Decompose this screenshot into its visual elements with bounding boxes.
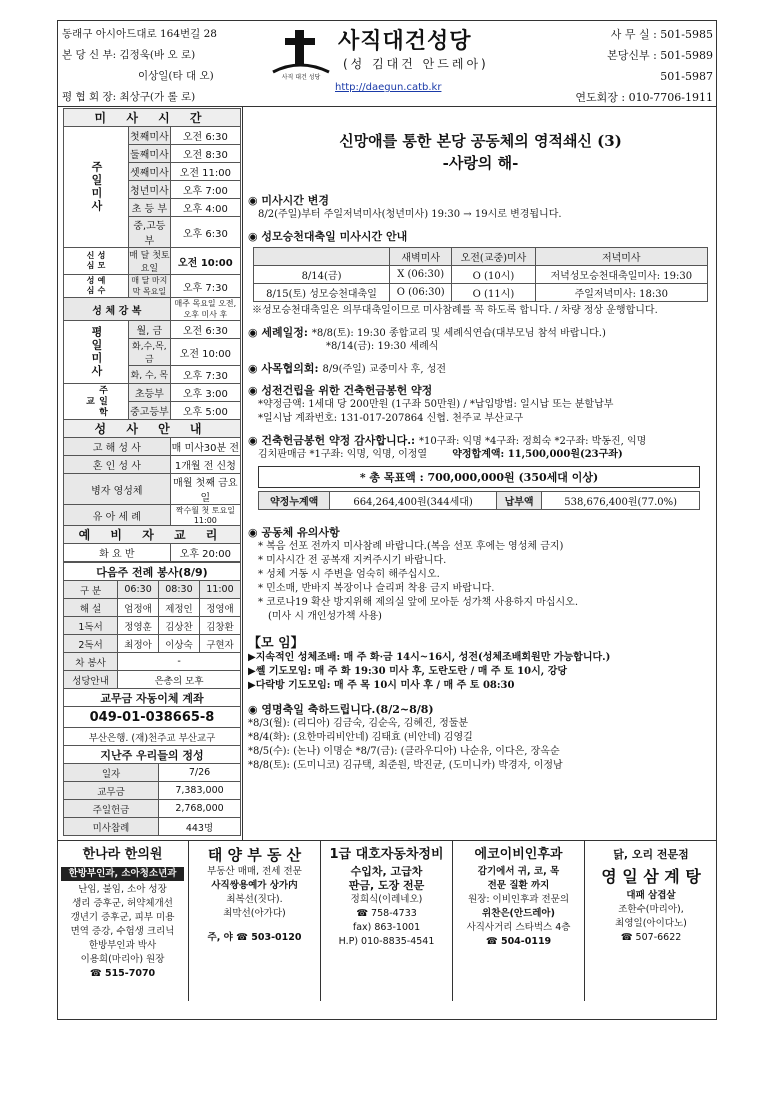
ad-line: ☎ 758-4733 <box>356 908 417 919</box>
ad-line: 사직쌍용예가 상가内 <box>211 880 298 891</box>
bank-name: 부산은행. (재)천주교 부산교구 <box>64 728 241 746</box>
ad-title: 에코이비인후과 <box>474 847 563 862</box>
assumption-head: 저녁미사 <box>535 248 707 266</box>
goal-box: * 총 목표액 : 700,000,000원 (350세대 이상) <box>258 466 700 488</box>
offering-value: 443명 <box>159 818 241 836</box>
notice-line: * 성체 거동 시 주변을 엄숙히 해주십시오. <box>258 569 440 580</box>
notice-line: * 코로나19 확산 방지위해 제의실 앞에 모아둔 성가책 사용하지 마십시오. <box>258 597 578 608</box>
duty-cell: 정영훈 <box>118 617 159 635</box>
first-sat-time: 오전 10:00 <box>170 248 240 275</box>
offering-label: 주일헌금 <box>64 800 159 818</box>
mass-title: 미 사 시 간 <box>64 109 241 127</box>
pledge-table <box>258 491 700 510</box>
sat-mass-time: 오후 6:30 <box>170 217 240 248</box>
assumption-head <box>254 248 390 266</box>
offering-label: 일자 <box>64 764 159 782</box>
church-logo <box>265 28 335 86</box>
assumption-table <box>253 247 708 302</box>
main-title <box>248 130 713 174</box>
duty-cell: 제정인 <box>159 599 200 617</box>
thanks-total: 약정합계액: 11,500,000원(23구좌) <box>452 449 623 460</box>
church-subtitle: (성 김대건 안드레아) <box>343 57 489 71</box>
phone3: 501-5987 <box>660 70 713 83</box>
weekday-time: 오전 6:30 <box>170 321 240 339</box>
last-thu-time: 오후 7:30 <box>170 275 240 298</box>
notice-line: * 복음 선포 전까지 미사참례 바랍니다.(복음 선포 후에는 영성체 금지) <box>258 541 564 552</box>
thanks-block <box>248 432 713 448</box>
assumption-note: ※성모승천대축일은 의무대축일이므로 미사참례를 꼭 하도록 합니다. / 차량 정상 운행합니다. <box>252 305 658 316</box>
baptism-title: ◉ 세례일정: <box>248 326 308 339</box>
column-divider <box>242 106 243 840</box>
meeting-line: ▶쎌 기도모임: 매 주 화 19:30 미사 후, 도란도란 / 매 주 토 10시, 강당 <box>248 666 568 677</box>
church-title: 사직대건성당 <box>338 29 472 54</box>
weekday-label-cell: 월, 금 <box>129 321 171 339</box>
duty-row-label: 1독서 <box>64 617 118 635</box>
ad-line: 최복선(짓다). <box>226 894 283 905</box>
duty-cell: 구현자 <box>199 635 240 653</box>
sacrament-label: 고 해 성 사 <box>64 438 171 456</box>
assumption-cell: 저녁성모승천대축일미사: 19:30 <box>535 266 707 284</box>
ad-title: 태 양 부 동 산 <box>207 846 302 864</box>
ad-youngil <box>585 841 717 1001</box>
sacrament-title: 성 사 안 내 <box>64 420 241 438</box>
sacrament-label: 병자 영성체 <box>64 474 171 505</box>
sacrament-value: 매 미사30분 전 <box>170 438 240 456</box>
building-line: *일시납 계좌번호: 131-017-207864 신협. 천주교 부산교구 <box>258 413 524 424</box>
thanks-line: *10구좌: 익명 *4구좌: 정희숙 *2구좌: 박동진, 익명 <box>418 436 647 447</box>
notice-line: * 민소매, 반바지 복장이나 슬리퍼 착용 금지 바랍니다. <box>258 583 495 594</box>
ad-line: 판금, 도장 전문 <box>348 879 425 892</box>
sunday-mass-time: 오전 8:30 <box>170 145 240 163</box>
council-block <box>248 360 713 376</box>
duty-head: 11:00 <box>199 581 240 599</box>
sunday-mass-label: 첫째미사 <box>129 127 171 145</box>
duty-row-label: 해 설 <box>64 599 118 617</box>
baptism-line: *8/8(토): 19:30 종합교리 및 세례식연습(대부모님 참석 바랍니다.) <box>311 328 606 339</box>
baptism-line: *8/14(금): 19:30 세례식 <box>326 341 439 352</box>
ad-phone: ☎ 507-6622 <box>620 932 682 943</box>
youth-phone: 연도회장 : 010-7706-1911 <box>575 91 713 104</box>
office-phone: 사 무 실 : 501-5985 <box>610 28 713 41</box>
duty-cell: 정영애 <box>199 599 240 617</box>
account-number: 049-01-038665-8 <box>64 707 241 728</box>
thanks-title: ◉ 건축헌금봉헌 약정 감사합니다.: <box>248 434 416 447</box>
school-time: 오후 3:00 <box>170 384 240 402</box>
school-label-cell: 중고등부 <box>129 402 171 420</box>
offering-title: 지난주 우리들의 정성 <box>64 746 241 764</box>
weekday-label-cell: 화,수,목,금 <box>129 339 171 366</box>
baptism-block <box>248 324 713 340</box>
school-label: 주일학교 <box>64 384 129 420</box>
notice-line: (미사 시 개인성가책 사용) <box>268 611 382 622</box>
catechism-time: 오후 20:00 <box>170 544 240 562</box>
pledge-value: 664,264,400원(344세대) <box>330 492 497 510</box>
duty-head: 06:30 <box>118 581 159 599</box>
assumption-cell: O (06:30) <box>390 284 452 302</box>
weekday-label: 평일미사 <box>64 321 129 384</box>
ad-line: 면역 증강, 수험생 크리닉 <box>70 926 175 937</box>
assumption-cell: X (06:30) <box>390 266 452 284</box>
priest-phone: 본당신부 : 501-5989 <box>607 49 713 62</box>
meeting-line: ▶지속적인 성체조배: 매 주 화·금 14시~16시, 성전(성체조배회원만 가능합니다.) <box>248 652 611 663</box>
duty-cell: 김창환 <box>199 617 240 635</box>
header-right <box>528 24 713 108</box>
notice-line: * 미사시간 전 공복재 지켜주시기 바랍니다. <box>258 555 447 566</box>
offering-value: 2,768,000 <box>159 800 241 818</box>
duty-cell: 김상찬 <box>159 617 200 635</box>
offering-value: 7,383,000 <box>159 782 241 800</box>
ad-line: 갱년기 증후군, 피부 미용 <box>70 912 175 923</box>
sunday-label: 주일미사 <box>64 127 129 248</box>
ad-line: H.P) 010-8835-4541 <box>338 936 435 947</box>
mass-change-title: ◉ 미사시간 변경 <box>248 194 330 207</box>
ad-line: fax) 863-1001 <box>352 922 421 933</box>
right-column <box>248 108 713 773</box>
ad-title: 1급 대호자동차정비 <box>329 847 444 862</box>
offering-label: 미사참례 <box>64 818 159 836</box>
council: 평 협 회 장: 최상구(가 롤 로) <box>62 91 196 103</box>
ad-line: 생리 증후군, 허약체개선 <box>72 898 173 909</box>
header-left <box>62 24 217 108</box>
ad-eco <box>453 841 585 1001</box>
sunday-mass-label: 청년미사 <box>129 181 171 199</box>
ad-line: 이용희(마리아) 원장 <box>80 954 165 965</box>
church-url[interactable]: http://daegun.catb.kr <box>335 82 442 93</box>
council-title: ◉ 사목협의회: <box>248 362 319 375</box>
notice-title: ◉ 공동체 유의사항 <box>248 526 340 539</box>
sunday-mass-time: 오전 6:30 <box>170 127 240 145</box>
sunday-mass-label: 둘째미사 <box>129 145 171 163</box>
duty-head: 구 분 <box>64 581 118 599</box>
logo-text: 사직 대건 성당 <box>281 74 321 81</box>
duty-title: 다음주 전례 봉사(8/9) <box>64 563 241 581</box>
paid-value: 538,676,400원(77.0%) <box>542 492 700 510</box>
feast-title: ◉ 영명축일 축하드립니다.(8/2~8/8) <box>248 703 434 716</box>
school-time: 오후 5:00 <box>170 402 240 420</box>
ad-line: 최막선(아가다) <box>223 908 286 919</box>
ad-line: 난임, 불임, 소아 성장 <box>78 884 167 895</box>
header-divider <box>57 106 717 107</box>
main-title-text: 신망애를 통한 본당 공동체의 영적쇄신 (3) <box>339 132 622 150</box>
last-thu-desc: 매 달 마지막 목요일 <box>129 275 171 298</box>
school-label-cell: 초등부 <box>129 384 171 402</box>
last-thu-label: 예수성심 <box>64 275 129 298</box>
sacrament-value: 1개월 전 신청 <box>170 456 240 474</box>
ad-hanara <box>57 841 189 1001</box>
ad-line: 한방부인과, 소아청소년과 <box>61 867 184 881</box>
assumption-head: 오전(교중)미사 <box>452 248 535 266</box>
ad-phone: ☎ 515-7070 <box>89 968 156 979</box>
ad-phone: ☎ 504-0119 <box>485 936 552 947</box>
sat-mass-label: 초 등 부 <box>129 199 171 217</box>
duty-cell: 이상숙 <box>159 635 200 653</box>
first-sat-label: 성모신심 <box>64 248 129 275</box>
guide-value: 은총의 모후 <box>118 671 241 689</box>
building-line: *약정금액: 1세대 당 200만원 (1구좌 50만원) / *납입방법: 일시납 또는 분할납부 <box>258 399 614 410</box>
council-text: 8/9(주일) 교중미사 후, 성전 <box>322 364 447 375</box>
duty-cell: 엄정애 <box>118 599 159 617</box>
sat-mass-time: 오후 4:00 <box>170 199 240 217</box>
sacrament-label: 유 아 세 례 <box>64 505 171 526</box>
car-label: 차 봉사 <box>64 653 118 671</box>
assistant: 이상일(타 대 오) <box>138 70 214 82</box>
ad-phone: 주, 야 ☎ 503-0120 <box>207 932 302 943</box>
mass-table <box>63 108 241 562</box>
meeting-title: 【모 임】 <box>248 636 304 651</box>
ad-taeyang <box>189 841 321 1001</box>
meeting-line: ▶다락방 기도모임: 매 주 목 10시 미사 후 / 매 주 토 08:30 <box>248 680 515 691</box>
ad-line: 원장: 이비인후과 전문의 <box>467 894 569 905</box>
transfer-title: 교무금 자동이체 계좌 <box>64 689 241 707</box>
offering-value: 7/26 <box>159 764 241 782</box>
assumption-cell: 주일저녁미사: 18:30 <box>535 284 707 302</box>
ad-line: 위찬은(안드레아) <box>482 908 555 919</box>
ad-line: 한방부인과 박사 <box>88 940 157 951</box>
feast-line: *8/3(월): (리디아) 김금숙, 김순옥, 김혜진, 정둘분 <box>248 718 469 729</box>
ad-title: 닭, 오리 전문점 <box>613 848 689 861</box>
feast-line: *8/8(토): (도미니코) 김규택, 최준원, 박진균, (도미니카) 박경자, 이정남 <box>248 760 563 771</box>
sacrament-label: 혼 인 성 사 <box>64 456 171 474</box>
thanks-line2 <box>248 448 713 462</box>
feast-line: *8/5(수): (논나) 이명순 *8/7(금): (클라우디아) 나순유, 이다은, 장옥순 <box>248 746 560 757</box>
assumption-title: ◉ 성모승천대축일 미사시간 안내 <box>248 230 408 243</box>
main-subtitle: -사랑의 해- <box>442 154 519 172</box>
paid-label: 납부액 <box>496 492 541 510</box>
ad-line: 사직사거리 스타벅스 4층 <box>466 922 571 933</box>
thanks-line: 김치판매금 *1구좌: 익명, 익명, 이정열 <box>258 449 428 460</box>
assumption-cell: O (11시) <box>452 284 535 302</box>
weekday-time: 오후 7:30 <box>170 366 240 384</box>
catechism-label: 화 요 반 <box>64 544 171 562</box>
offering-label: 교무금 <box>64 782 159 800</box>
assumption-head: 새벽미사 <box>390 248 452 266</box>
pastor: 본 당 신 부: 김정욱(바 오 로) <box>62 49 196 61</box>
ad-daeho <box>321 841 453 1001</box>
weekday-label-cell: 화, 수, 목 <box>129 366 171 384</box>
ad-line: 정희식(이레네오) <box>350 894 423 905</box>
sunday-mass-time: 오후 7:00 <box>170 181 240 199</box>
duty-cell: 최정아 <box>118 635 159 653</box>
ad-line: 대패 삼겹살 <box>626 890 676 901</box>
ad-line: 전문 질환 까지 <box>487 880 550 891</box>
ad-line: 최영일(아이다노) <box>615 918 687 929</box>
left-column <box>63 108 241 836</box>
ads-bar <box>57 840 717 1021</box>
duty-table <box>63 562 241 836</box>
address: 동래구 아시아드대로 164번길 28 <box>62 28 217 40</box>
sunday-mass-label: 셋째미사 <box>129 163 171 181</box>
sunday-mass-time: 오전 11:00 <box>170 163 240 181</box>
sacrament-value: 짝수월 첫 토요일 11:00 <box>170 505 240 526</box>
sat-mass-label: 중,고등부 <box>129 217 171 248</box>
feast-line: *8/4(화): (요한마리비안네) 김태효 (비안네) 김영길 <box>248 732 473 743</box>
duty-row-label: 2독서 <box>64 635 118 653</box>
adoration-label: 성 체 강 복 <box>64 298 171 321</box>
assumption-cell: 8/14(금) <box>254 266 390 284</box>
ad-line: 영 일 삼 계 탕 <box>601 867 701 886</box>
pledge-label: 약정누계액 <box>259 492 330 510</box>
ad-line: 수입차, 고급차 <box>350 865 423 878</box>
sacrament-value: 매월 첫째 금요일 <box>170 474 240 505</box>
car-value: - <box>118 653 241 671</box>
assumption-cell: 8/15(토) 성모승천대축일 <box>254 284 390 302</box>
ad-title: 한나라 한의원 <box>82 847 163 862</box>
first-sat-desc: 매 달 첫토요일 <box>129 248 171 275</box>
ad-line: 감기에서 귀, 코, 목 <box>477 866 560 877</box>
building-title: ◉ 성전건립을 위한 건축헌금봉헌 약정 <box>248 384 433 397</box>
weekday-time: 오전 10:00 <box>170 339 240 366</box>
ad-line: 부동산 매매, 전세 전문 <box>207 866 302 877</box>
guide-label: 성당안내 <box>64 671 118 689</box>
ad-line: 조한수(마리아), <box>618 904 684 915</box>
catechism-title: 예 비 자 교 리 <box>64 526 241 544</box>
adoration-time: 매주 목요일 오전, 오후 미사 후 <box>170 298 240 321</box>
duty-head: 08:30 <box>159 581 200 599</box>
assumption-cell: O (10시) <box>452 266 535 284</box>
mass-change-text: 8/2(주일)부터 주일저녁미사(청년미사) 19:30 → 19시로 변경됩니다. <box>258 209 562 220</box>
